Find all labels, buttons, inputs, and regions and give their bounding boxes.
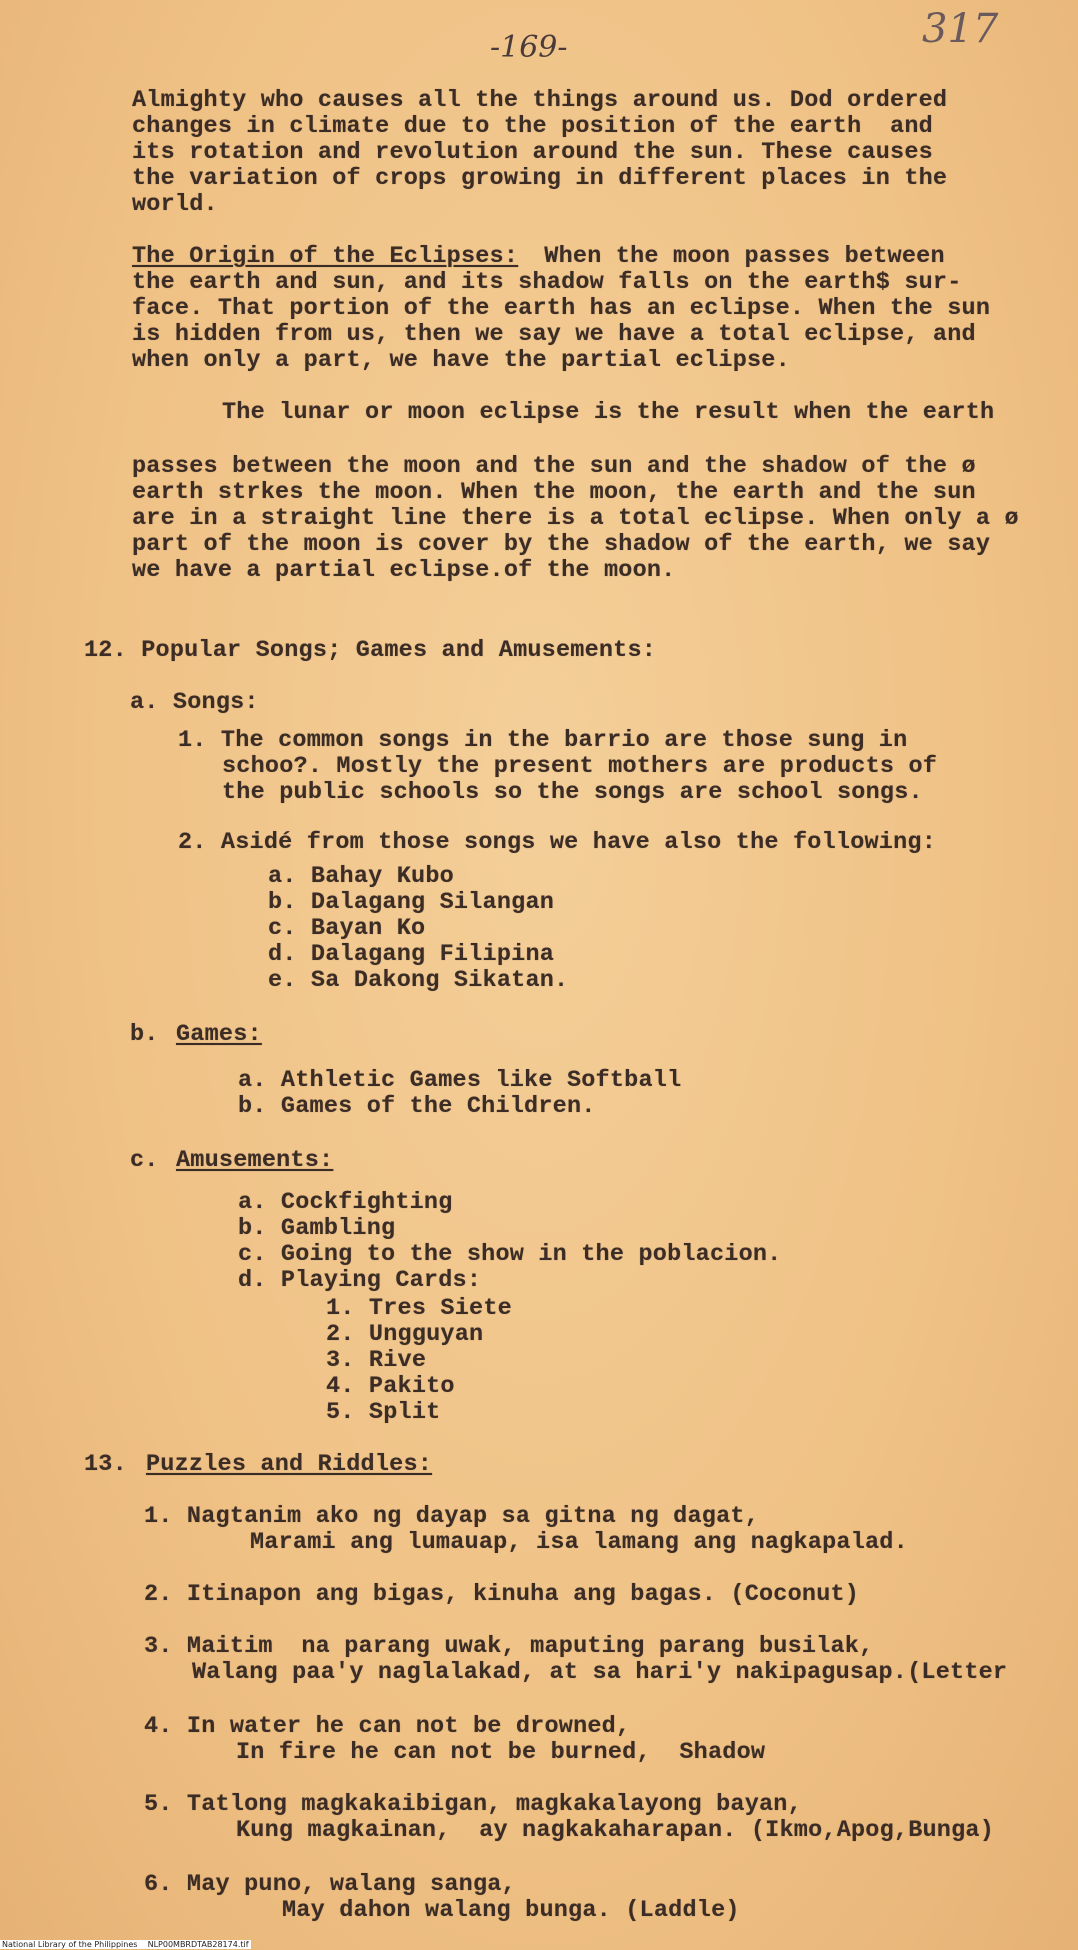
text-line: when only a part, we have the partial eclipse. xyxy=(132,347,790,374)
list-item: 4. Pakito xyxy=(326,1373,455,1400)
games-heading: Games: xyxy=(176,1021,262,1048)
text-line: the earth and sun, and its shadow falls on the earth$ sur- xyxy=(132,269,962,296)
text-line: is hidden from us, then we say we have a total eclipse, and xyxy=(132,321,976,348)
riddle-line: Marami ang lumauap, isa lamang ang nagkapalad. xyxy=(250,1529,908,1556)
riddle-line: 4. In water he can not be drowned, xyxy=(144,1713,631,1740)
amusements-label: c. xyxy=(130,1147,159,1174)
list-item: 5. Split xyxy=(326,1399,441,1426)
list-item: 1. Tres Siete xyxy=(326,1295,512,1322)
archive-footer: National Library of the Philippines NLP00MBRDTAB28174.tif xyxy=(2,1940,249,1949)
list-item: c. Going to the show in the poblacion. xyxy=(238,1241,782,1268)
text-line: are in a straight line there is a total eclipse. When only a ø xyxy=(132,505,1019,532)
list-item: b. Dalagang Silangan xyxy=(268,889,555,916)
amusements-heading: Amusements: xyxy=(176,1147,334,1174)
list-item: 3. Rive xyxy=(326,1347,427,1374)
text-line: 2. Asidé from those songs we have also the following: xyxy=(178,829,937,856)
riddle-line: Kung magkainan, ay nagkakaharapan. (Ikmo,Apog,Bunga) xyxy=(236,1817,995,1844)
text-line: The lunar or moon eclipse is the result when the earth xyxy=(222,399,995,426)
text-line: part of the moon is cover by the shadow of the earth, we say xyxy=(132,531,991,558)
songs-heading: a. Songs: xyxy=(130,689,259,716)
text-line: the variation of crops growing in different places in the xyxy=(132,165,948,192)
section-12-heading: 12. Popular Songs; Games and Amusements: xyxy=(84,637,657,664)
text-line: earth strkes the moon. When the moon, the earth and the sun xyxy=(132,479,976,506)
list-item: a. Athletic Games like Softball xyxy=(238,1067,682,1094)
riddle-line: In fire he can not be burned, Shadow xyxy=(236,1739,766,1766)
eclipse-heading: The Origin of the Eclipses: xyxy=(132,243,519,270)
text-line: passes between the moon and the sun and the shadow of the ø xyxy=(132,453,976,480)
games-label: b. xyxy=(130,1021,159,1048)
text-line: world. xyxy=(132,191,218,218)
list-item: b. Games of the Children. xyxy=(238,1093,596,1120)
page-number: -169- xyxy=(490,30,568,65)
list-item: a. Cockfighting xyxy=(238,1189,453,1216)
list-item: d. Dalagang Filipina xyxy=(268,941,555,968)
text-line: Almighty who causes all the things around us. Dod ordered xyxy=(132,87,948,114)
list-item: a. Bahay Kubo xyxy=(268,863,454,890)
list-item: e. Sa Dakong Sikatan. xyxy=(268,967,569,994)
sheet-number: 317 xyxy=(922,6,999,52)
riddle-line: 3. Maitim na parang uwak, maputing parang busilak, xyxy=(144,1633,874,1660)
riddle-line: Walang paa'y naglalakad, at sa hari'y nakipagusap.(Letter xyxy=(192,1659,1008,1686)
riddles-heading: Puzzles and Riddles: xyxy=(146,1451,433,1478)
text-line: face. That portion of the earth has an eclipse. When the sun xyxy=(132,295,991,322)
text-line: we have a partial eclipse.of the moon. xyxy=(132,557,676,584)
text-line: When the moon passes between xyxy=(530,243,945,270)
text-line: the public schools so the songs are school songs. xyxy=(222,779,923,806)
list-item: c. Bayan Ko xyxy=(268,915,426,942)
text-line: changes in climate due to the position of the earth and xyxy=(132,113,933,140)
riddle-line: May dahon walang bunga. (Laddle) xyxy=(282,1897,740,1924)
text-line: schoo?. Mostly the present mothers are products of xyxy=(222,753,938,780)
riddle-line: 6. May puno, walang sanga, xyxy=(144,1871,516,1898)
riddle-line: 5. Tatlong magkakaibigan, magkakalayong bayan, xyxy=(144,1791,802,1818)
riddle-line: 2. Itinapon ang bigas, kinuha ang bagas. (Coconut) xyxy=(144,1581,860,1608)
riddle-line: 1. Nagtanim ako ng dayap sa gitna ng dagat, xyxy=(144,1503,759,1530)
section-13-label: 13. xyxy=(84,1451,127,1478)
text-line: its rotation and revolution around the sun. These causes xyxy=(132,139,933,166)
list-item: d. Playing Cards: xyxy=(238,1267,482,1294)
list-item: 2. Ungguyan xyxy=(326,1321,484,1348)
text-line: 1. The common songs in the barrio are those sung in xyxy=(178,727,908,754)
list-item: b. Gambling xyxy=(238,1215,396,1242)
